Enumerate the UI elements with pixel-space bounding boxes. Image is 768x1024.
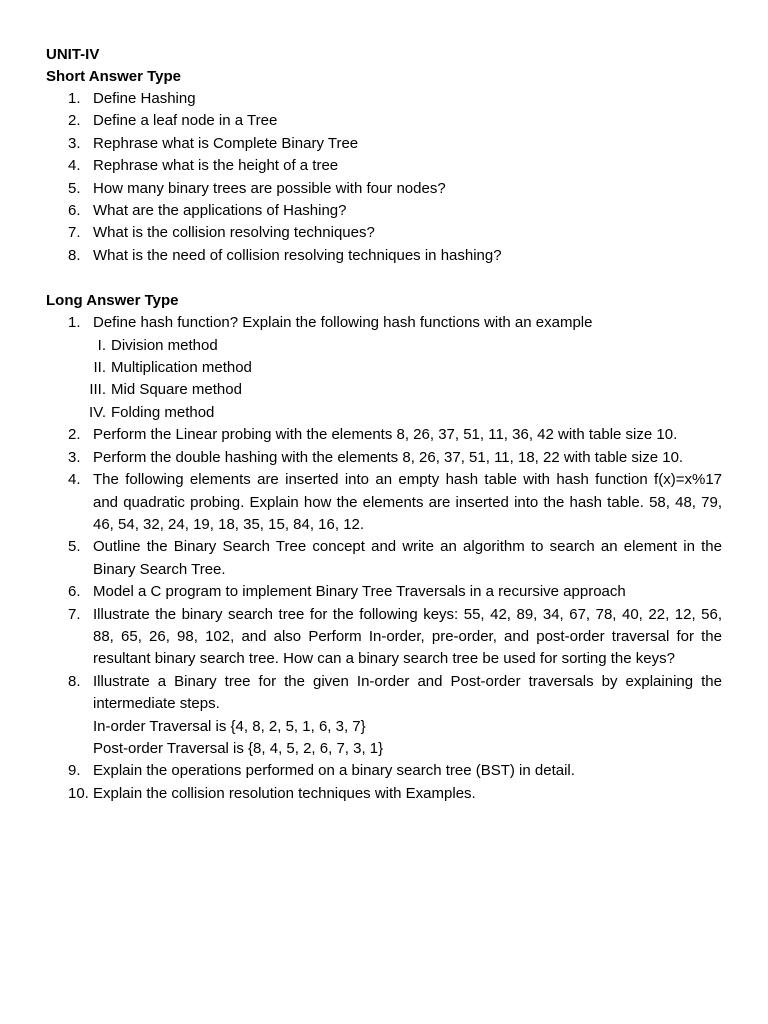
question-5 (46, 536, 722, 581)
item-text: Explain the operations performed on a binary search tree (BST) in detail. (93, 762, 575, 780)
document-content (46, 44, 722, 805)
question-8 (46, 671, 722, 761)
item-text: What is the need of collision resolving techniques in hashing? (93, 246, 502, 264)
item-text: The following elements are inserted into an empty hash table with hash function f(x)=x%17 and quadratic probing. Explain how the elements are inserted into the hash table. 58, 48, 79, 46, 54, 32, 24, 19, 18, 35, 15, 84, 16, 12. (93, 471, 722, 533)
item-number: 4. (68, 471, 81, 489)
sub-item-text: Folding method (111, 403, 215, 421)
item-text: Rephrase what is Complete Binary Tree (93, 134, 359, 152)
sub-item-text: Multiplication method (111, 359, 252, 377)
sub-item-number: IV. (89, 403, 106, 421)
question-1 (46, 312, 722, 334)
list-item (46, 200, 722, 222)
question-4 (46, 469, 722, 536)
sub-item (46, 379, 722, 401)
unit-title: UNIT-IV (46, 46, 100, 63)
item-number: 3. (68, 134, 81, 152)
sub-item (46, 357, 722, 379)
sub-item-number: I. (97, 336, 106, 354)
item-number: 5. (68, 179, 81, 197)
item-number: 8. (68, 672, 81, 690)
sub-item (46, 335, 722, 357)
inorder-traversal: In-order Traversal is {4, 8, 2, 5, 1, 6, 3, 7} (93, 717, 366, 735)
sub-item-number: III. (89, 381, 106, 399)
item-number: 3. (68, 448, 81, 466)
item-number: 1. (68, 314, 81, 332)
question-9 (46, 760, 722, 782)
item-number: 4. (68, 157, 81, 175)
sub-item-text: Mid Square method (111, 381, 242, 399)
question-3 (46, 447, 722, 469)
question-10 (46, 783, 722, 805)
sub-item-text: Division method (111, 336, 218, 354)
postorder-traversal: Post-order Traversal is {8, 4, 5, 2, 6, 7, 3, 1} (93, 739, 384, 757)
list-item (46, 110, 722, 132)
item-text: How many binary trees are possible with four nodes? (93, 179, 446, 197)
item-number: 5. (68, 538, 81, 556)
list-item (46, 133, 722, 155)
item-text: Illustrate a Binary tree for the given In-order and Post-order traversals by explaining the intermediate steps. (93, 672, 722, 713)
item-number: 7. (68, 224, 81, 242)
item-number: 9. (68, 762, 81, 780)
short-answer-list (46, 88, 722, 267)
long-answer-heading: Long Answer Type (46, 292, 179, 310)
list-item (46, 88, 722, 110)
item-number: 7. (68, 605, 81, 623)
list-item (46, 222, 722, 244)
item-number: 10. (68, 784, 89, 802)
list-item (46, 155, 722, 177)
item-text: Define hash function? Explain the following hash functions with an example (93, 314, 593, 332)
item-number: 6. (68, 202, 81, 220)
item-text: Outline the Binary Search Tree concept and write an algorithm to search an element in the Binary Search Tree. (93, 538, 722, 578)
sub-item-number: II. (93, 359, 106, 377)
item-text: What is the collision resolving techniques? (93, 224, 375, 242)
item-number: 1. (68, 90, 81, 107)
item-text: Define a leaf node in a Tree (93, 112, 278, 130)
item-text: Perform the double hashing with the elements 8, 26, 37, 51, 11, 18, 22 with table size 10. (93, 448, 684, 466)
item-number: 2. (68, 426, 81, 444)
question-6 (46, 581, 722, 603)
item-text: Explain the collision resolution techniques with Examples. (93, 784, 476, 802)
item-number: 8. (68, 246, 81, 264)
section-spacer (46, 267, 722, 290)
item-text: Rephrase what is the height of a tree (93, 157, 339, 175)
list-item (46, 178, 722, 200)
question-7 (46, 604, 722, 671)
list-item (46, 245, 722, 267)
item-text: Perform the Linear probing with the elements 8, 26, 37, 51, 11, 36, 42 with table size 10. (93, 426, 678, 444)
long-answer-list (46, 312, 722, 805)
item-text: What are the applications of Hashing? (93, 202, 347, 220)
sub-item (46, 402, 722, 424)
item-number: 2. (68, 112, 81, 130)
item-number: 6. (68, 583, 81, 601)
item-text: Illustrate the binary search tree for the following keys: 55, 42, 89, 34, 67, 78, 40, 22, 12, 56, 88, 65, 26, 98, 102, and also Perform In-order, pre-order, and post-order traversal for the resultant binary search tree. How can a binary search tree be used for sorting the keys? (93, 605, 722, 668)
item-text: Model a C program to implement Binary Tree Traversals in a recursive approach (93, 583, 626, 601)
question-2 (46, 424, 722, 446)
short-answer-heading: Short Answer Type (46, 68, 182, 85)
item-text: Define Hashing (93, 90, 196, 107)
